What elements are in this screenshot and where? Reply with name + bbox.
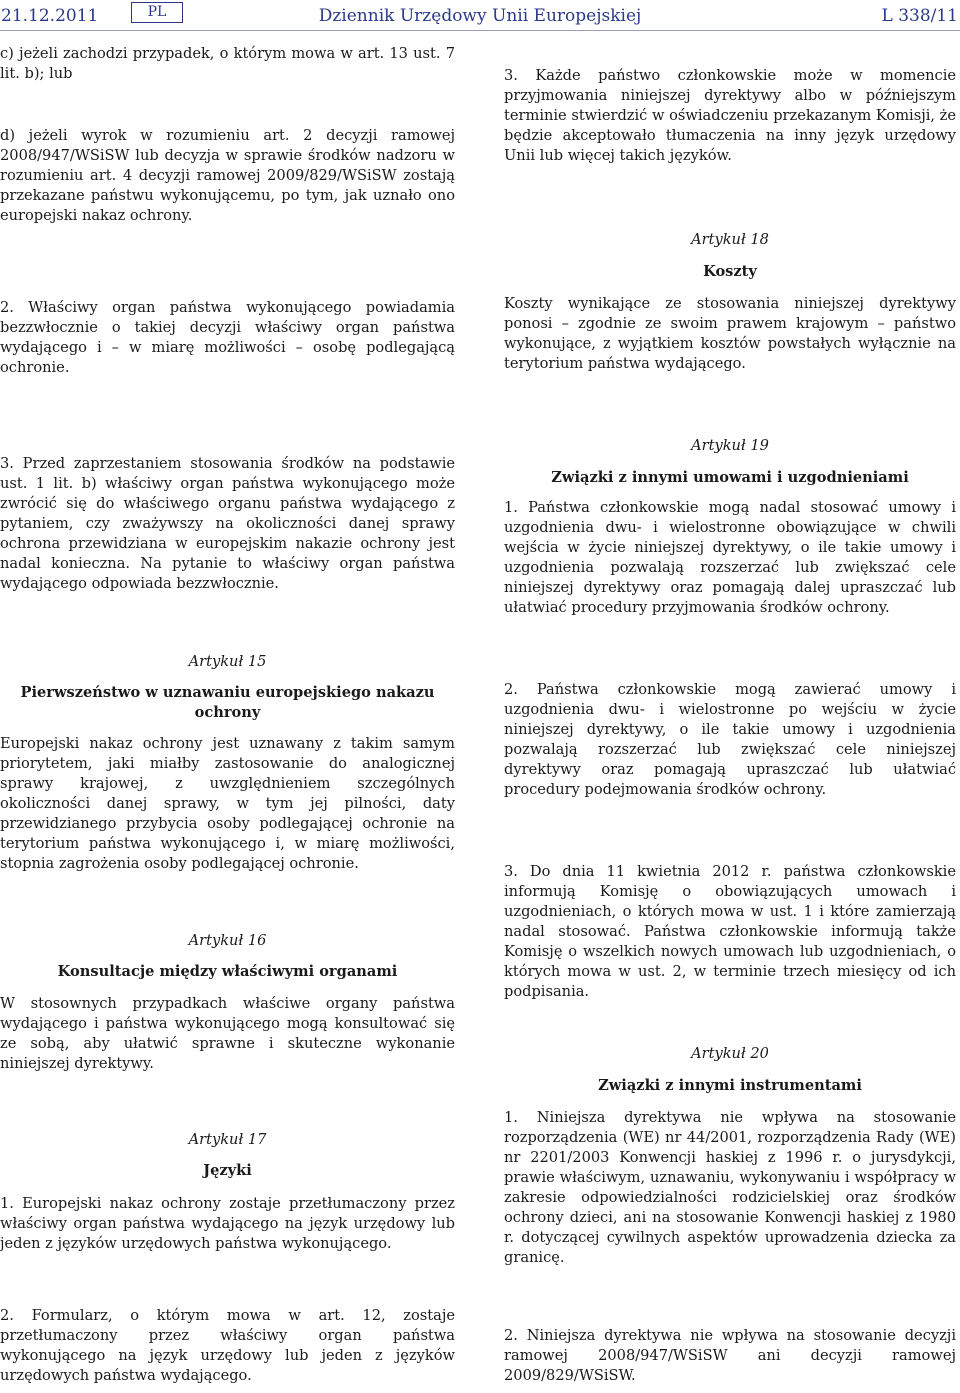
header-divider (0, 30, 960, 31)
page-number: L 338/11 (881, 6, 958, 26)
article-19-title: Związki z innymi umowami i uzgodnieniami (551, 469, 909, 486)
article-16-label: Artykuł 16 (188, 932, 267, 949)
article-15-text: Europejski nakaz ochrony jest uznawany z takim samym priorytetem, jaki miałby zastosowanie do analogicznej sprawy krajowej, z uwzględnieniem szczególnych okoliczności danej sprawy, w tym jej pilności, daty przewidzianego przybycia osoby podlegającej ochronie na terytorium państwa wykonującego i, w miarę możliwości, stopnia zagrożenia osoby podlegającej ochronie. (0, 735, 455, 872)
article-20-title: Związki z innymi instrumentami (598, 1077, 862, 1094)
left-para-3: 3. Przed zaprzestaniem stosowania środków na podstawie ust. 1 lit. b) właściwy organ państwa wykonującego może zwrócić się do właściwego organu państwa wydającego z pytaniem, czy zważywszy na okoliczności danej sprawy ochrona przewidziana w europejskim nakazie ochrony jest nadal konieczna. Na pytanie to właściwy organ państwa wydającego odpowiada bezzwłocznie. (0, 455, 455, 592)
article-17-label: Artykuł 17 (188, 1131, 267, 1148)
article-20-para-1: 1. Niniejsza dyrektywa nie wpływa na stosowanie rozporządzenia (WE) nr 44/2001, rozporządzenia Rady (WE) nr 2201/2003 Konwencji haskiej z 1996 r. o jurysdykcji, prawie właściwym, uznawaniu, wykonywaniu i współpracy w zakresie odpowiedzialności rodzicielskiej oraz środków ochrony dzieci, ani na stosowanie Konwencji haskiej z 1980 r. dotyczącej cywilnych aspektów uprowadzenia dziecka za granicę. (504, 1109, 956, 1266)
article-17-title: Języki (203, 1162, 252, 1179)
article-18-label: Artykuł 18 (691, 231, 769, 248)
article-15-title: Pierwszeństwo w uznawaniu europejskiego nakazu ochrony (20, 684, 435, 721)
article-19-para-3: 3. Do dnia 11 kwietnia 2012 r. państwa członkowskie informują Komisję o obowiązujących umowach i uzgodnieniach, o których mowa w ust. 1 i które zamierzają nadal stosować. Państwa członkowskie informują także Komisję o wszelkich nowych umowach lub uzgodnieniach, o których mowa w ust. 2, w terminie trzech miesięcy od ich podpisania. (504, 863, 956, 1000)
language-badge: PL (131, 2, 183, 23)
article-17-para-2: 2. Formularz, o którym mowa w art. 12, zostaje przetłumaczony przez właściwy organ państwa wykonującego na język urzędowy lub jeden z języków urzędowych państwa wydającego. (0, 1307, 455, 1384)
page-header (0, 0, 960, 32)
article-16-text: W stosownych przypadkach właściwe organy państwa wydającego i państwa wykonującego mogą konsultować się ze sobą, aby ułatwić sprawne i skuteczne wykonanie niniejszej dyrektywy. (0, 995, 455, 1072)
article-19-label: Artykuł 19 (691, 437, 769, 454)
left-para-c: c) jeżeli zachodzi przypadek, o którym mowa w art. 13 ust. 7 lit. b); lub (0, 45, 455, 82)
article-15-label: Artykuł 15 (188, 653, 267, 670)
article-18-title: Koszty (703, 263, 757, 280)
article-19-para-2: 2. Państwa członkowskie mogą zawierać umowy i uzgodnienia dwu- i wielostronne po wejściu w życie niniejszej dyrektywy, o ile takie umowy i uzgodnienia pozwalają rozszerzać lub zwiększać cele niniejszej dyrektywy oraz pomagają upraszczać lub ułatwiać procedury podejmowania środków ochrony. (504, 681, 956, 798)
publication-date: 21.12.2011 (1, 6, 99, 26)
article-17-para-1: 1. Europejski nakaz ochrony zostaje przetłumaczony przez właściwy organ państwa wydającego na język urzędowy lub jeden z języków urzędowych państwa wykonującego. (0, 1195, 455, 1252)
left-para-2: 2. Właściwy organ państwa wykonującego powiadamia bezzwłocznie o takiej decyzji właściwy organ państwa wydającego i – w miarę możliwości – osobę podlegającą ochronie. (0, 299, 455, 376)
left-para-d: d) jeżeli wyrok w rozumieniu art. 2 decyzji ramowej 2008/947/WSiSW lub decyzja w sprawie środków nadzoru w rozumieniu art. 4 decyzji ramowej 2009/829/WSiSW zostają przekazane państwu wykonującemu, po tym, jak uznało ono europejski nakaz ochrony. (0, 127, 455, 224)
journal-title: Dziennik Urzędowy Unii Europejskiej (318, 6, 642, 26)
article-19-para-1: 1. Państwa członkowskie mogą nadal stosować umowy i uzgodnienia dwu- i wielostronne obowiązujące w chwili wejścia w życie niniejszej dyrektywy, o ile takie umowy i uzgodnienia pozwalają rozszerzać lub zwiększać cele niniejszej dyrektywy oraz pomagają dalej upraszczać lub ułatwiać procedury przyjmowania środków ochrony. (504, 499, 956, 616)
article-20-label: Artykuł 20 (691, 1045, 769, 1062)
article-18-text: Koszty wynikające ze stosowania niniejszej dyrektywy ponosi – zgodnie ze swoim prawem krajowym – państwo wykonujące, z wyjątkiem kosztów powstałych wyłącznie na terytorium państwa wydającego. (504, 295, 956, 372)
article-16-title: Konsultacje między właściwymi organami (57, 963, 398, 980)
article-20-para-2: 2. Niniejsza dyrektywa nie wpływa na stosowanie decyzji ramowej 2008/947/WSiSW ani decyzji ramowej 2009/829/WSiSW. (504, 1327, 956, 1384)
right-para-3: 3. Każde państwo członkowskie może w momencie przyjmowania niniejszej dyrektywy albo w późniejszym terminie stwierdzić w oświadczeniu przekazanym Komisji, że będzie akceptowało tłumaczenia na inny język urzędowy Unii lub więcej takich języków. (504, 67, 956, 164)
